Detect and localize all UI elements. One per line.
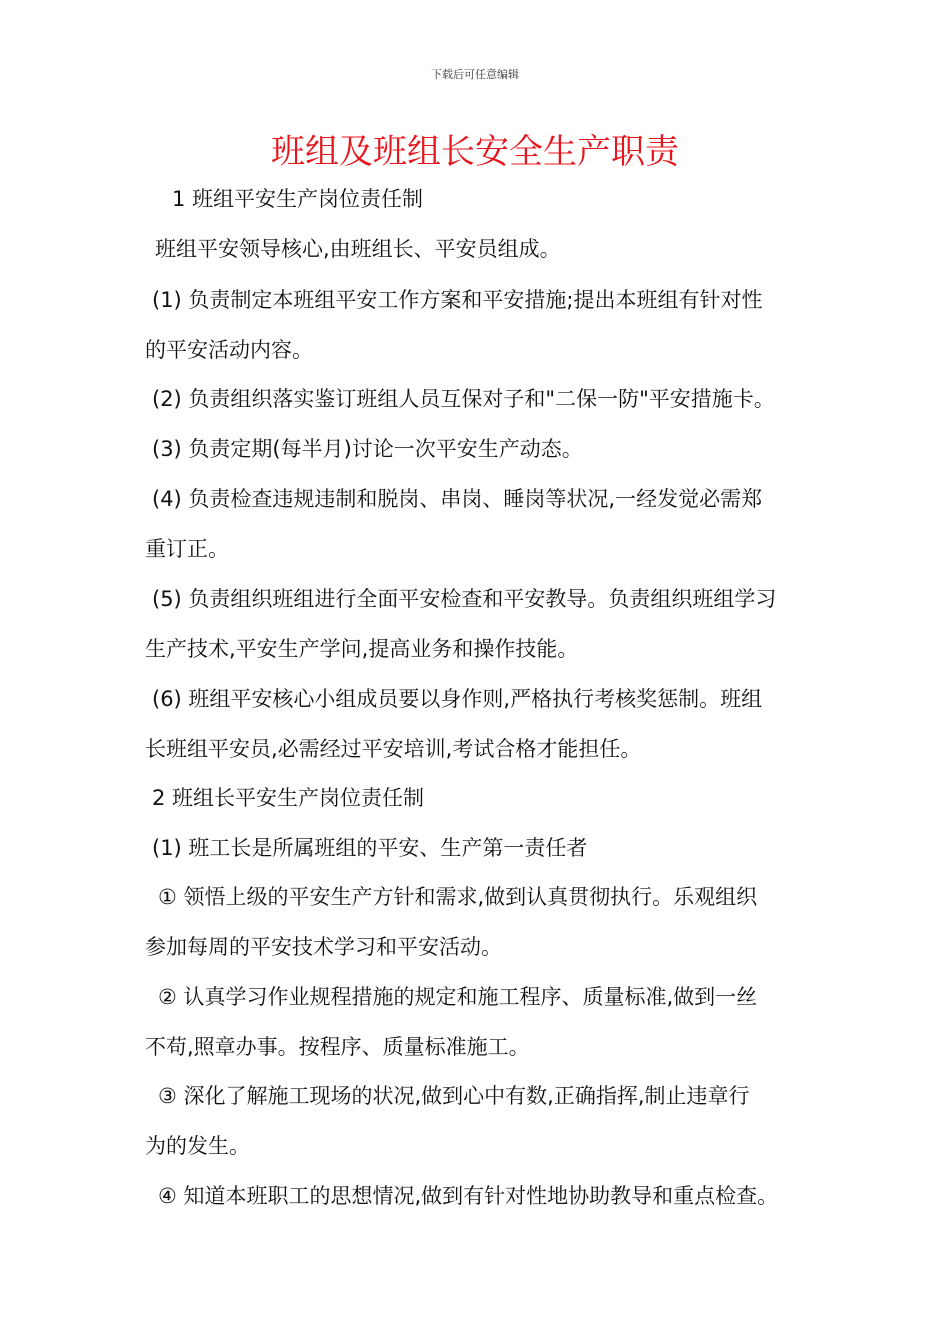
circled-item-2-line-1: ② 认真学习作业规程措施的规定和施工程序、质量标准,做到一丝 [158,985,758,1009]
circled-item-1-line-2: 参加每周的平安技术学习和平安活动。 [145,935,502,959]
document-title: 班组及班组长安全生产职责 [271,132,679,172]
circled-item-2-line-2: 不苟,照章办事。按程序、质量标准施工。 [145,1035,530,1059]
sub-item-1: (1) 班工长是所属班组的平安、生产第一责任者 [152,836,588,860]
circled-item-4: ④ 知道本班职工的思想情况,做到有针对性地协助教导和重点检查。 [158,1184,779,1208]
list-item-4-line-1: (4) 负责检查违规违制和脱岗、串岗、睡岗等状况,一经发觉必需郑 [152,487,763,511]
list-item-6-line-1: (6) 班组平安核心小组成员要以身作则,严格执行考核奖惩制。班组 [152,687,763,711]
list-item-2: (2) 负责组织落实鉴订班组人员互保对子和"二保一防"平安措施卡。 [152,387,775,411]
circled-item-1-line-1: ① 领悟上级的平安生产方针和需求,做到认真贯彻执行。乐观组织 [158,885,758,909]
list-item-1-line-2: 的平安活动内容。 [145,338,313,362]
section-heading-1: 1 班组平安生产岗位责任制 [172,187,424,211]
list-item-5-line-2: 生产技术,平安生产学问,提高业务和操作技能。 [145,637,579,661]
list-item-6-line-2: 长班组平安员,必需经过平安培训,考试合格才能担任。 [145,737,642,761]
circled-item-3-line-1: ③ 深化了解施工现场的状况,做到心中有数,正确指挥,制止违章行 [158,1084,750,1108]
circled-item-3-line-2: 为的发生。 [145,1134,250,1158]
header-note: 下载后可任意编辑 [431,68,519,81]
list-item-1-line-1: (1) 负责制定本班组平安工作方案和平安措施;提出本班组有针对性 [152,288,763,312]
paragraph-line: 班组平安领导核心,由班组长、平安员组成。 [155,237,561,261]
list-item-3: (3) 负责定期(每半月)讨论一次平安生产动态。 [152,437,583,461]
list-item-5-line-1: (5) 负责组织班组进行全面平安检查和平安教导。负责组织班组学习 [152,587,777,611]
list-item-4-line-2: 重订正。 [145,537,229,561]
section-heading-2: 2 班组长平安生产岗位责任制 [152,786,425,810]
